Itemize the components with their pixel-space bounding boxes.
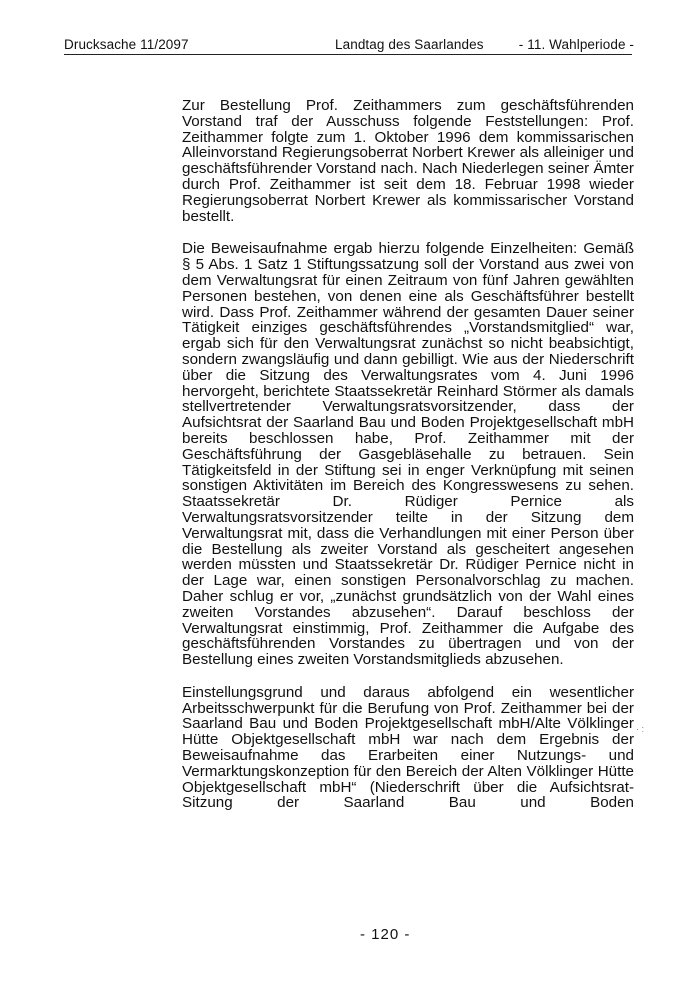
document-number: Drucksache 11/2097 <box>64 37 189 52</box>
header-rule <box>64 54 632 55</box>
paragraph-hiring-reason: Einstellungsgrund und daraus abfolgend ein wesentlicher Arbeitsschwerpunkt für die Berufung von Prof. Zeithammer bei der Saarland Bau und Boden Projektgesellschaft mbH/Alte Völklinger Hütte Objektgesellschaft mbH war nach dem Ergebnis der Beweisaufnahme das Erarbeiten einer Nutzungs- und Vermarktungskonzeption für den Bereich der Alten Völklinger Hütte Objektgesellschaft mbH“ (Niederschrift über die Aufsichtsrat-Sitzung der Saarland Bau und Boden <box>182 683 634 812</box>
paragraph-evidence: Die Beweisaufnahme ergab hierzu folgende Einzelheiten: Gemäß § 5 Abs. 1 Satz 1 Stiftungssatzung soll der Vorstand aus zwei von dem Verwaltungsrat für einen Zeitraum von fünf Jahren gewählten Personen bestehen, von denen eine als Geschäftsführer bestellt wird. Dass Prof. Zeithammer während der gesamten Dauer seiner Tätigkeit einziges geschäftsführendes „Vorstandsmitglied“ war, ergab sich für den Verwaltungsrat zunächst so nicht beabsichtigt, sondern zwangsläufig und dann gebilligt. Wie aus der Niederschrift über die Sitzung des Verwaltungsrates vom 4. Juni 1996 hervorgeht, berichtete Staatssekretär Reinhard Störmer als damals stellvertretender Verwaltungsratsvorsitzender, dass der Aufsichtsrat der Saarland Bau und Boden Projektgesellschaft mbH bereits beschlossen habe, Prof. Zeithammer mit der Geschäftsführung der Gasgebläsehalle zu betrauen. Sein Tätigkeitsfeld in der Stiftung sei in enger Verknüpfung mit seinen sonstigen Aktivitäten im Bereich des Kongresswesens zu sehen. Staatssekretär Dr. Rüdiger Pernice als Verwaltungsratsvorsitzender teilte in der Sitzung dem Verwaltungsrat mit, dass die Verhandlungen mit einer Person über die Bestellung als zweiter Vorstand als gescheitert angesehen werden müssten und Staatssekretär Dr. Rüdiger Pernice nicht in der Lage war, einen sonstigen Personalvorschlag zu machen. Daher schlug er vor, „zunächst grundsätzlich von der Wahl eines zweiten Vorstandes abzusehen“. Darauf beschloss der Verwaltungsrat einstimmig, Prof. Zeithammer die Aufgabe des geschäftsführenden Vorstandes zu übertragen und von der Bestellung eines zweiten Vorstandsmitglieds abzusehen. <box>182 240 634 669</box>
paragraph-appointment: Zur Bestellung Prof. Zeithammers zum geschäftsführenden Vorstand traf der Ausschuss folgende Feststellungen: Prof. Zeithammer folgte zum 1. Oktober 1996 dem kommissarischen Alleinvorstand Regierungsoberrat Norbert Krewer als alleiniger und geschäftsführender Vorstand nach. Nach Niederlegen seiner Ämter durch Prof. Zeithammer ist seit dem 18. Februar 1998 wieder Regierungsoberrat Norbert Krewer als kommissarischer Vorstand bestellt. <box>182 97 634 225</box>
legislative-period: - 11. Wahlperiode - <box>518 37 634 52</box>
scan-speck: · : <box>636 724 644 734</box>
document-body <box>182 98 634 828</box>
publisher-name: Landtag des Saarlandes <box>335 37 484 52</box>
page-header <box>64 37 634 55</box>
page-number: - 120 - <box>360 926 411 943</box>
